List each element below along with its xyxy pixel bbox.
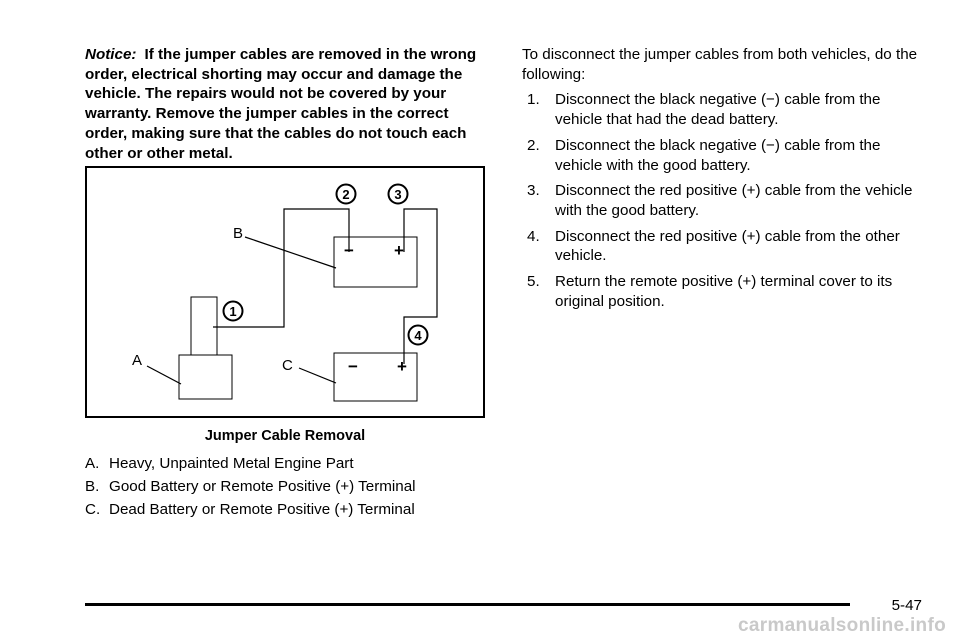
figure-legend bbox=[85, 452, 505, 521]
svg-text:2: 2 bbox=[342, 187, 350, 202]
step-number: 5. bbox=[527, 273, 540, 291]
step-5 bbox=[527, 272, 922, 311]
footer-rule bbox=[85, 603, 850, 606]
step-number: 2. bbox=[527, 136, 540, 154]
dead-battery-positive: + bbox=[397, 357, 407, 376]
leader-b bbox=[245, 237, 336, 268]
step-text: Return the remote positive (+) terminal cover to its original position. bbox=[555, 273, 893, 310]
label-a: A bbox=[132, 352, 143, 369]
step-text: Disconnect the red positive (+) cable from the other vehicle. bbox=[555, 227, 900, 265]
label-b: B bbox=[233, 225, 244, 242]
legend-text: Dead Battery or Remote Positive (+) Terminal bbox=[109, 501, 415, 518]
step-text: Disconnect the black negative (−) cable from the vehicle with the good battery. bbox=[555, 136, 881, 174]
step-number: 4. bbox=[527, 227, 540, 245]
label-c: C bbox=[282, 357, 293, 374]
callout-1 bbox=[224, 302, 243, 321]
instructions bbox=[522, 45, 922, 311]
step-4 bbox=[527, 227, 922, 266]
step-text: Disconnect the black negative (−) cable from the vehicle that had the dead battery. bbox=[555, 91, 881, 129]
svg-text:3: 3 bbox=[394, 187, 402, 202]
step-2 bbox=[527, 136, 922, 175]
svg-text:1: 1 bbox=[229, 304, 237, 319]
legend-item-b bbox=[85, 475, 505, 498]
good-battery-positive: + bbox=[394, 241, 404, 260]
engine-part-post bbox=[191, 297, 217, 355]
instruction-steps bbox=[522, 90, 922, 311]
legend-item-a bbox=[85, 452, 505, 475]
legend-letter: B. bbox=[85, 478, 100, 495]
legend-letter: A. bbox=[85, 455, 100, 472]
step-3 bbox=[527, 181, 922, 220]
diagram-svg bbox=[87, 168, 483, 416]
notice-text: If the jumper cables are removed in the wrong order, electrical shorting may occur and damage the vehicle. The repairs would not be covered by your warranty. Remove the jumper cables in the correct order, making sure that the cables do not touch each other or other metal. bbox=[85, 46, 477, 162]
callout-4 bbox=[409, 326, 428, 345]
notice bbox=[85, 45, 485, 163]
jumper-cable-diagram bbox=[85, 166, 485, 418]
page-number: 5-47 bbox=[891, 597, 922, 614]
legend-text: Good Battery or Remote Positive (+) Terminal bbox=[109, 478, 416, 495]
good-battery-negative: − bbox=[344, 241, 354, 260]
engine-part-block bbox=[179, 355, 232, 399]
legend-text: Heavy, Unpainted Metal Engine Part bbox=[109, 455, 354, 472]
dead-battery-negative: − bbox=[348, 357, 358, 376]
svg-text:4: 4 bbox=[414, 328, 422, 343]
watermark: carmanualsonline.info bbox=[738, 615, 946, 636]
step-number: 3. bbox=[527, 182, 540, 200]
step-number: 1. bbox=[527, 91, 540, 109]
step-text: Disconnect the red positive (+) cable from the vehicle with the good battery. bbox=[555, 182, 913, 219]
callout-3 bbox=[389, 185, 408, 204]
leader-c bbox=[299, 368, 336, 383]
legend-letter: C. bbox=[85, 501, 101, 518]
notice-label: Notice: bbox=[85, 46, 137, 63]
legend-item-c bbox=[85, 498, 505, 521]
figure-caption: Jumper Cable Removal bbox=[204, 428, 366, 444]
callout-2 bbox=[337, 185, 356, 204]
leader-a bbox=[147, 366, 181, 384]
step-1 bbox=[527, 90, 922, 129]
instructions-intro: To disconnect the jumper cables from both vehicles, do the following: bbox=[522, 46, 918, 83]
